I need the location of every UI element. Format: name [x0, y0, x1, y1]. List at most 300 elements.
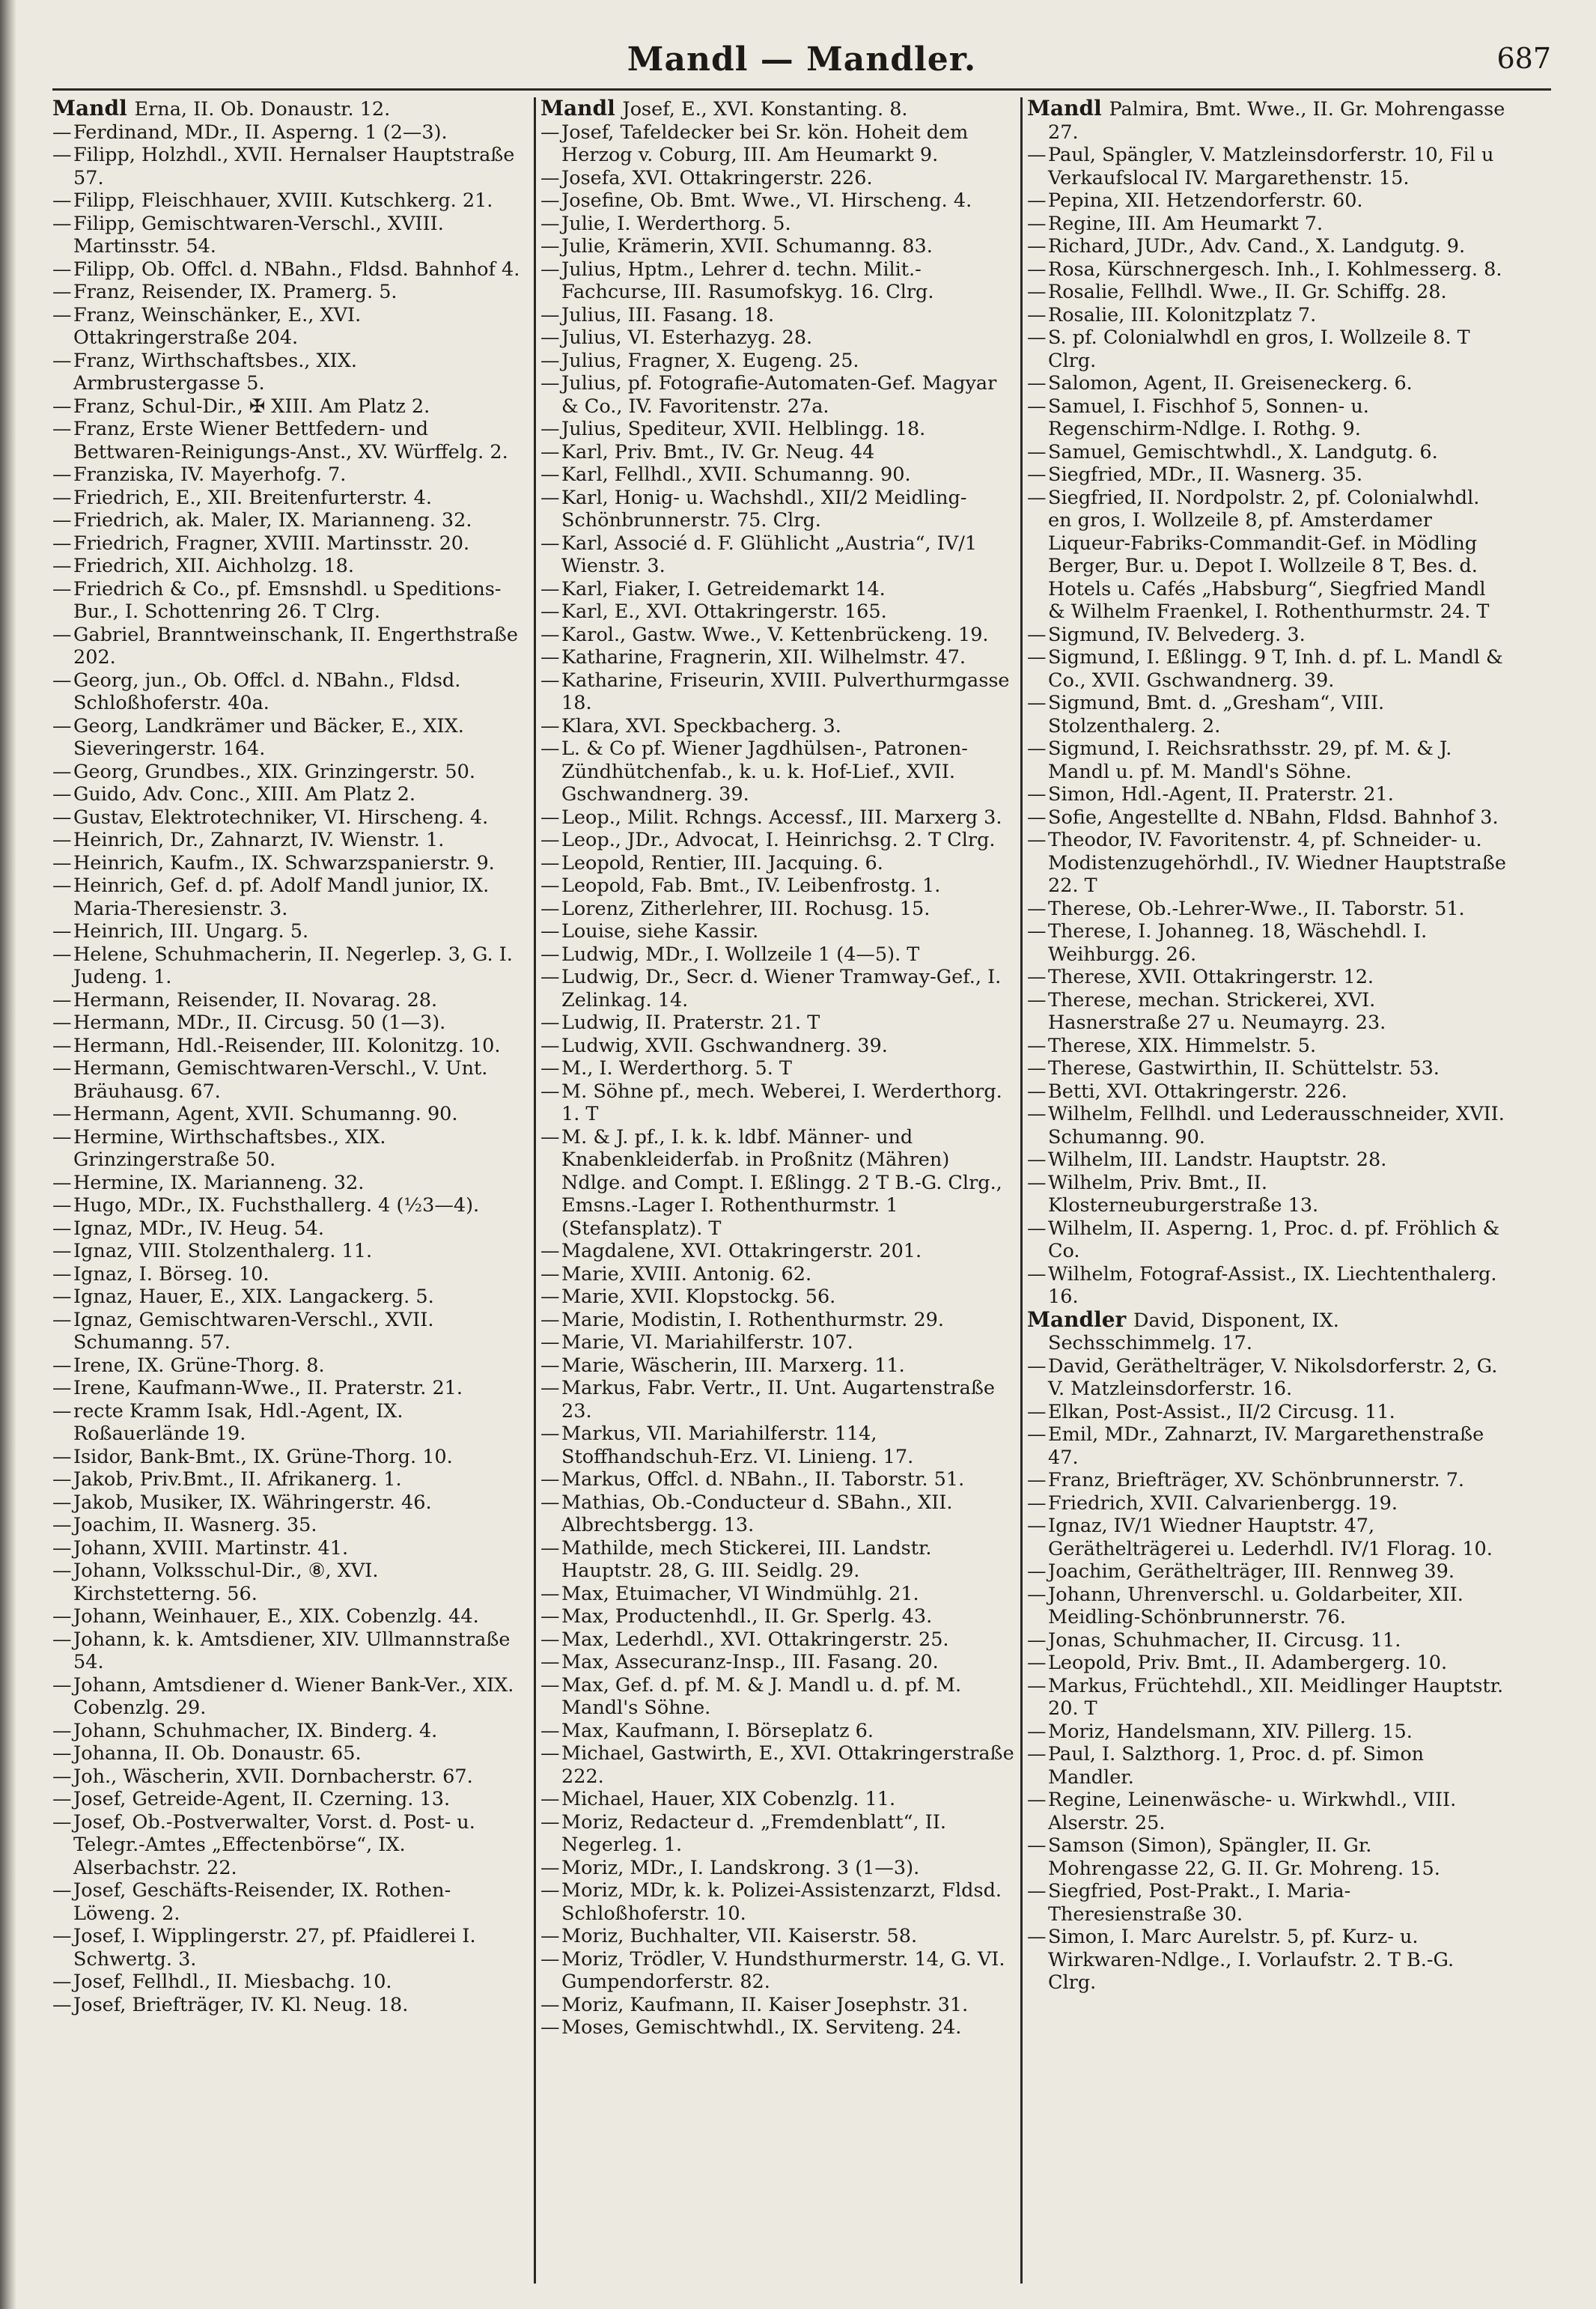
entry-dash: —	[540, 966, 560, 988]
entry-text: Samuel, I. Fischhof 5, Sonnen- u. Regenschirm-Ndlge. I. Rothg. 9.	[1048, 395, 1369, 440]
directory-entry	[540, 874, 1017, 898]
directory-entry	[1027, 1401, 1506, 1424]
directory-entry	[540, 441, 1017, 464]
entry-dash: —	[1027, 1057, 1047, 1080]
directory-entry	[52, 1605, 530, 1628]
entry-text: Johann, Uhrenverschl. u. Goldarbeiter, XII. Meidling-Schönbrunnerstr. 76.	[1048, 1583, 1463, 1628]
directory-entry	[52, 624, 530, 669]
directory-entry	[540, 1857, 1017, 1880]
entry-dash: —	[540, 1491, 560, 1514]
entry-dash: —	[1027, 1743, 1047, 1765]
entry-text: Guido, Adv. Conc., XIII. Am Platz 2.	[73, 783, 415, 806]
entry-dash: —	[540, 1262, 560, 1286]
directory-entry	[52, 1263, 530, 1286]
directory-entry	[540, 304, 1017, 327]
entry-dash: —	[52, 1308, 72, 1331]
directory-entry	[52, 1994, 530, 2017]
entry-dash: —	[540, 1468, 560, 1491]
directory-entry	[1027, 898, 1506, 921]
entry-text: Theodor, IV. Favoritenstr. 4, pf. Schneider- u. Modistenzugehörhdl., IV. Wiedner Hauptstraße 22. T	[1048, 829, 1506, 897]
entry-text: Simon, Hdl.-Agent, II. Praterstr. 21.	[1048, 783, 1394, 806]
directory-entry	[52, 1879, 530, 1925]
directory-entry	[540, 1788, 1017, 1811]
entry-dash: —	[52, 1788, 72, 1810]
directory-entry	[1027, 920, 1506, 966]
entry-text: Ignaz, VIII. Stolzenthalerg. 11.	[73, 1240, 373, 1262]
directory-entry	[540, 532, 1017, 578]
entry-dash: —	[52, 577, 72, 600]
directory-entry	[540, 1035, 1017, 1058]
entry-text: Karl, Honig- u. Wachshdl., XII/2 Meidling-Schönbrunnerstr. 75. Clrg.	[561, 486, 967, 532]
directory-entry	[52, 1788, 530, 1811]
entry-dash: —	[52, 1125, 72, 1149]
entry-text: Josefine, Ob. Bmt. Wwe., VI. Hirscheng. 4.	[561, 189, 972, 212]
entry-text: Julie, Krämerin, XVII. Schumanng. 83.	[561, 235, 933, 258]
directory-entry	[1027, 1721, 1506, 1744]
entry-dash: —	[52, 1742, 72, 1765]
directory-entry	[52, 806, 530, 830]
entry-text: Sigmund, Bmt. d. „Gresham“, VIII. Stolzenthalerg. 2.	[1048, 692, 1385, 737]
entry-text: Max, Kaufmann, I. Börseplatz 6.	[561, 1719, 874, 1742]
directory-entry	[540, 1811, 1017, 1857]
entry-dash: —	[540, 440, 560, 463]
entry-dash: —	[540, 1240, 560, 1262]
entry-dash: —	[52, 1286, 72, 1308]
entry-text: Julius, Hptm., Lehrer d. techn. Milit.-Fachcurse, III. Rasumofskyg. 16. Clrg.	[561, 258, 934, 303]
entry-dash: —	[1027, 1400, 1047, 1423]
entry-text: Friedrich, ak. Maler, IX. Marianneng. 32.	[73, 509, 472, 532]
directory-entry	[1027, 1057, 1506, 1080]
directory-entry	[52, 1720, 530, 1743]
entry-dash: —	[540, 1879, 560, 1902]
entry-dash: —	[1027, 1103, 1047, 1125]
entry-dash: —	[540, 1947, 560, 1971]
entry-text: Sigmund, IV. Belvederg. 3.	[1048, 623, 1306, 646]
directory-entry	[540, 966, 1017, 1011]
entry-text: Markus, Fabr. Vertr., II. Unt. Augartenstraße 23.	[561, 1377, 995, 1423]
entry-dash: —	[52, 1445, 72, 1468]
entry-dash: —	[540, 874, 560, 897]
entry-surname: Mandl	[52, 97, 135, 121]
entry-text: Max, Productenhdl., II. Gr. Sperlg. 43.	[561, 1605, 933, 1628]
entry-text: Friedrich, Fragner, XVIII. Martinsstr. 20.	[73, 532, 470, 555]
directory-entry	[540, 1354, 1017, 1378]
entry-dash: —	[52, 1194, 72, 1217]
entry-dash: —	[1027, 806, 1047, 829]
entry-dash: —	[52, 1011, 72, 1034]
entry-text: Michael, Gastwirth, E., XVI. Ottakringerstraße 222.	[561, 1742, 1014, 1788]
entry-text: Josef, Getreide-Agent, II. Czerning. 13.	[73, 1788, 451, 1810]
entry-text: Marie, XVII. Klopstockg. 56.	[561, 1286, 836, 1308]
directory-entry	[52, 144, 530, 189]
directory-entry	[52, 1400, 530, 1446]
directory-entry	[52, 989, 530, 1012]
entry-text: Heinrich, III. Ungarg. 5.	[73, 920, 309, 943]
directory-entry	[1027, 97, 1506, 144]
directory-entry	[52, 1765, 530, 1789]
directory-entry	[52, 1011, 530, 1035]
entry-text: Therese, XVII. Ottakringerstr. 12.	[1048, 966, 1374, 988]
entry-text: Hermine, Wirthschaftsbes., XIX. Grinzingerstraße 50.	[73, 1125, 386, 1171]
directory-entry	[52, 532, 530, 556]
entry-dash: —	[540, 166, 560, 189]
directory-entry	[52, 1537, 530, 1560]
entry-text: Paul, I. Salzthorg. 1, Proc. d. pf. Simon Mandler.	[1048, 1743, 1425, 1789]
entry-dash: —	[1027, 1789, 1047, 1811]
entry-text: Julie, I. Werderthorg. 5.	[561, 212, 791, 235]
entry-text: Markus, Früchtehdl., XII. Meidlinger Hauptstr. 20. T	[1048, 1674, 1504, 1720]
directory-entry	[540, 578, 1017, 601]
entry-text: Friedrich, XVII. Calvarienbergg. 19.	[1048, 1491, 1398, 1515]
entry-dash: —	[540, 920, 560, 943]
column-left	[52, 97, 530, 2284]
entry-text: Sofie, Angestellte d. NBahn, Fldsd. Bahnhof 3.	[1048, 806, 1499, 829]
entry-dash: —	[1027, 1583, 1047, 1606]
entry-text: Josef, Geschäfts-Reisender, IX. Rothen-Löweng. 2.	[73, 1879, 451, 1925]
entry-dash: —	[540, 121, 560, 144]
directory-entry	[52, 1057, 530, 1103]
directory-entry	[52, 121, 530, 144]
entry-text: Siegfried, II. Nordpolstr. 2, pf. Colonialwhdl. en gros, I. Wollzeile 8, pf. Amsterdamer Liqueur-Fabriks-Commandit-Gef. in Mödling Berger, Bur. u. Depot I. Wollzeile 8 T, Bes. d. Hotels u. Cafés „Habsburg“, Siegfried Mandl & Wilhelm Fraenkel, I. Rothenthurmstr. 24. T	[1048, 486, 1490, 623]
entry-text: Friedrich, XII. Aichholzg. 18.	[73, 555, 354, 577]
entry-dash: —	[52, 1925, 72, 1947]
directory-entry	[540, 646, 1017, 669]
entry-text: Simon, I. Marc Aurelstr. 5, pf. Kurz- u. Wirkwaren-Ndlge., I. Vorlaufstr. 2. T B.-G. Clrg.	[1048, 1926, 1455, 1994]
entry-dash: —	[52, 623, 72, 646]
entry-text: S. pf. Colonialwhdl en gros, I. Wollzeile 8. T Clrg.	[1048, 326, 1470, 372]
directory-entry	[52, 1172, 530, 1195]
directory-entry	[540, 898, 1017, 921]
directory-entry	[52, 1628, 530, 1674]
directory-entry	[1027, 1652, 1506, 1675]
entry-text: Therese, Gastwirthin, II. Schüttelstr. 53.	[1048, 1057, 1440, 1080]
entry-text: Max, Lederhdl., XVI. Ottakringerstr. 25.	[561, 1628, 949, 1651]
directory-entry	[1027, 1306, 1506, 1355]
entry-dash: —	[1027, 1720, 1047, 1743]
entry-text: Elkan, Post-Assist., II/2 Circusg. 11.	[1048, 1400, 1395, 1423]
entry-text: Therese, Ob.-Lehrer-Wwe., II. Taborstr. 51.	[1048, 897, 1465, 920]
directory-entry	[52, 761, 530, 784]
entry-text: Wilhelm, II. Asperng. 1, Proc. d. pf. Fröhlich & Co.	[1048, 1217, 1500, 1262]
entry-text: Jakob, Priv.Bmt., II. Afrikanerg. 1.	[73, 1468, 402, 1491]
directory-entry	[540, 1309, 1017, 1332]
directory-entry	[52, 1377, 530, 1400]
entry-text: Ludwig, XVII. Gschwandnerg. 39.	[561, 1034, 888, 1057]
entry-text: Max, Etuimacher, VI Windmühlg. 21.	[561, 1582, 919, 1605]
entry-text: Erna, II. Ob. Donaustr. 12.	[134, 98, 391, 121]
entry-text: Wilhelm, Fellhdl. und Lederausschneider, XVII. Schumanng. 90.	[1048, 1103, 1505, 1149]
entry-dash: —	[1027, 1149, 1047, 1171]
entry-dash: —	[540, 1993, 560, 2016]
entry-text: Mathias, Ob.-Conducteur d. SBahn., XII. Albrechtsbergg. 13.	[561, 1491, 953, 1536]
entry-text: Pepina, XII. Hetzendorferstr. 60.	[1048, 189, 1363, 212]
entry-text: Max, Gef. d. pf. M. & J. Mandl u. d. pf. M. Mandl's Söhne.	[561, 1673, 962, 1719]
directory-entry	[52, 1240, 530, 1263]
entry-text: Ignaz, Gemischtwaren-Verschl., XVII. Schumanng. 57.	[73, 1308, 434, 1354]
directory-entry	[52, 578, 530, 624]
directory-entry	[52, 213, 530, 258]
directory-entry	[52, 715, 530, 761]
entry-dash: —	[540, 1308, 560, 1331]
directory-entry	[540, 1491, 1017, 1537]
directory-entry	[540, 806, 1017, 830]
entry-dash: —	[52, 1673, 72, 1697]
directory-entry	[540, 418, 1017, 441]
entry-dash: —	[540, 1742, 560, 1765]
directory-entry	[52, 1194, 530, 1217]
entry-dash: —	[52, 121, 72, 144]
entry-dash: —	[540, 1423, 560, 1445]
directory-entry	[52, 395, 530, 419]
directory-entry	[1027, 1834, 1506, 1880]
directory-entry	[1027, 1629, 1506, 1652]
entry-text: Josef, I. Wipplingerstr. 27, pf. Pfaidlerei I. Schwertg. 3.	[73, 1925, 476, 1971]
directory-entry	[1027, 806, 1506, 830]
entry-dash: —	[1027, 737, 1047, 760]
directory-entry	[540, 1468, 1017, 1491]
entry-text: Ludwig, II. Praterstr. 21. T	[561, 1011, 820, 1034]
entry-text: Johann, Schuhmacher, IX. Binderg. 4.	[73, 1719, 438, 1742]
directory-entry	[1027, 966, 1506, 989]
entry-text: Franz, Weinschänker, E., XVI. Ottakringerstraße 204.	[73, 303, 362, 349]
directory-entry	[540, 463, 1017, 487]
entry-dash: —	[540, 1651, 560, 1673]
entry-dash: —	[52, 418, 72, 440]
directory-entry	[540, 920, 1017, 943]
directory-entry	[1027, 304, 1506, 327]
entry-dash: —	[52, 212, 72, 235]
entry-dash: —	[1027, 1652, 1047, 1674]
entry-dash: —	[1027, 966, 1047, 988]
directory-entry	[540, 372, 1017, 418]
directory-entry	[540, 1583, 1017, 1606]
entry-dash: —	[1027, 1560, 1047, 1583]
entry-dash: —	[1027, 1262, 1047, 1286]
directory-entry	[52, 487, 530, 510]
entry-dash: —	[1027, 235, 1047, 258]
entry-text: Heinrich, Kaufm., IX. Schwarzspanierstr. 9.	[73, 851, 495, 874]
entry-dash: —	[52, 303, 72, 326]
entry-dash: —	[1027, 988, 1047, 1011]
entry-text: Georg, Landkrämer und Bäcker, E., XIX. Sieveringerstr. 164.	[73, 714, 464, 760]
directory-entry	[540, 1879, 1017, 1925]
column-divider	[534, 97, 536, 2284]
directory-entry	[540, 2016, 1017, 2039]
entry-text: Isidor, Bank-Bmt., IX. Grüne-Thorg. 10.	[73, 1445, 453, 1468]
entry-text: Leop., Milit. Rchngs. Accessf., III. Marxerg 3.	[561, 806, 1002, 829]
entry-text: Franz, Briefträger, XV. Schönbrunnerstr. 7.	[1048, 1469, 1465, 1491]
entry-text: Josef, Briefträger, IV. Kl. Neug. 18.	[73, 1993, 409, 2016]
entry-text: Johann, Amtsdiener d. Wiener Bank-Ver., XIX. Cobenzlg. 29.	[73, 1673, 514, 1719]
entry-text: Josefa, XVI. Ottakringerstr. 226.	[561, 166, 873, 189]
directory-entry	[52, 1742, 530, 1765]
directory-entry	[1027, 144, 1506, 189]
column-divider	[1020, 97, 1023, 2284]
column-right	[1027, 97, 1506, 2284]
directory-entry	[52, 304, 530, 350]
entry-dash: —	[1027, 1834, 1047, 1857]
entry-dash: —	[1027, 1674, 1047, 1697]
entry-text: Sigmund, I. Reichsrathsstr. 29, pf. M. & J. Mandl u. pf. M. Mandl's Söhne.	[1048, 737, 1452, 783]
entry-text: Ignaz, I. Börseg. 10.	[73, 1262, 269, 1286]
directory-entry	[540, 829, 1017, 852]
directory-entry	[52, 97, 530, 121]
directory-entry	[540, 1628, 1017, 1652]
entry-text: Karl, E., XVI. Ottakringerstr. 165.	[561, 600, 887, 623]
entry-text: Palmira, Bmt. Wwe., II. Gr. Mohrengasse 27.	[1048, 98, 1505, 144]
entry-text: Ludwig, Dr., Secr. d. Wiener Tramway-Gef., I. Zelinkag. 14.	[561, 966, 1002, 1011]
directory-entry	[540, 1720, 1017, 1743]
entry-text: Rosalie, Fellhdl. Wwe., II. Gr. Schiffg. 28.	[1048, 281, 1447, 303]
entry-text: Friedrich, E., XII. Breitenfurterstr. 4.	[73, 486, 432, 509]
entry-dash: —	[52, 1536, 72, 1560]
entry-text: Franz, Erste Wiener Bettfedern- und Bettwaren-Reinigungs-Anst., XV. Würffelg. 2.	[73, 418, 508, 463]
entry-dash: —	[1027, 303, 1047, 326]
entry-dash: —	[52, 806, 72, 829]
directory-entry	[540, 1057, 1017, 1080]
entry-text: Friedrich & Co., pf. Emsnshdl. u Speditions-Bur., I. Schottenring 26. T Clrg.	[73, 577, 502, 623]
directory-entry	[1027, 1080, 1506, 1104]
entry-dash: —	[52, 1468, 72, 1491]
entry-text: Franz, Wirthschaftsbes., XIX. Armbrustergasse 5.	[73, 349, 358, 395]
directory-entry	[52, 555, 530, 578]
entry-dash: —	[1027, 326, 1047, 349]
entry-text: Hermann, Agent, XVII. Schumanng. 90.	[73, 1103, 458, 1125]
entry-text: Karl, Fellhdl., XVII. Schumanng. 90.	[561, 463, 911, 486]
entry-dash: —	[540, 235, 560, 258]
entry-text: Moriz, Trödler, V. Hundsthurmerstr. 14, G. VI. Gumpendorferstr. 82.	[561, 1947, 1005, 1993]
entry-dash: —	[52, 1262, 72, 1286]
entry-text: Irene, Kaufmann-Wwe., II. Praterstr. 21.	[73, 1377, 463, 1399]
directory-entry	[52, 418, 530, 463]
directory-entry	[52, 1925, 530, 1971]
directory-entry	[540, 1674, 1017, 1720]
entry-text: Leopold, Fab. Bmt., IV. Leibenfrostg. 1.	[561, 874, 941, 897]
entry-dash: —	[52, 829, 72, 851]
entry-dash: —	[1027, 897, 1047, 920]
entry-dash: —	[540, 372, 560, 395]
entry-dash: —	[540, 1011, 560, 1034]
directory-entry	[540, 213, 1017, 236]
entry-text: Franziska, IV. Mayerhofg. 7.	[73, 463, 347, 486]
entry-dash: —	[52, 395, 72, 418]
directory-entry	[1027, 258, 1506, 282]
entry-text: Regine, III. Am Heumarkt 7.	[1048, 212, 1324, 235]
directory-entry	[1027, 1743, 1506, 1789]
entry-text: Markus, Offcl. d. NBahn., II. Taborstr. 51.	[561, 1468, 965, 1491]
entry-dash: —	[1027, 1515, 1047, 1537]
directory-entry	[1027, 1263, 1506, 1309]
entry-dash: —	[52, 1491, 72, 1514]
directory-entry	[540, 1651, 1017, 1674]
entry-dash: —	[52, 1354, 72, 1377]
entry-text: Michael, Hauer, XIX Cobenzlg. 11.	[561, 1788, 896, 1810]
entry-text: Joachim, II. Wasnerg. 35.	[73, 1514, 317, 1536]
entry-text: Josef, Ob.-Postverwalter, Vorst. d. Post- u. Telegr.-Amtes „Effectenbörse“, IX. Alserbachstr. 22.	[73, 1810, 475, 1879]
entry-text: Johann, Weinhauer, E., XIX. Cobenzlg. 44.	[73, 1605, 479, 1628]
directory-entry	[540, 1423, 1017, 1468]
directory-entry	[52, 1971, 530, 1994]
directory-entry	[1027, 1880, 1506, 1926]
directory-entry	[52, 1560, 530, 1605]
entry-dash: —	[1027, 1491, 1047, 1515]
directory-entry	[540, 1286, 1017, 1309]
entry-dash: —	[540, 646, 560, 669]
directory-entry	[540, 97, 1017, 121]
directory-entry	[540, 167, 1017, 190]
directory-entry	[52, 463, 530, 487]
entry-dash: —	[52, 144, 72, 166]
entry-dash: —	[1027, 1217, 1047, 1240]
entry-text: David, Disponent, IX. Sechsschimmelg. 17.	[1048, 1309, 1339, 1354]
directory-entry	[540, 350, 1017, 373]
directory-entry	[1027, 1560, 1506, 1584]
entry-dash: —	[540, 1331, 560, 1354]
entry-dash: —	[52, 669, 72, 692]
entry-text: Karl, Fiaker, I. Getreidemarkt 14.	[561, 577, 886, 600]
entry-dash: —	[52, 1399, 72, 1423]
entry-dash: —	[540, 326, 560, 349]
directory-entry	[52, 920, 530, 943]
directory-entry	[52, 281, 530, 304]
binding-shadow	[0, 0, 16, 2309]
entry-text: Leopold, Rentier, III. Jacquing. 6.	[561, 851, 883, 874]
entry-dash: —	[52, 1560, 72, 1582]
entry-dash: —	[540, 737, 560, 760]
directory-entry	[540, 1742, 1017, 1788]
entry-text: Julius, Spediteur, XVII. Helblingg. 18.	[561, 418, 926, 440]
directory-entry	[1027, 281, 1506, 304]
directory-entry	[1027, 372, 1506, 395]
entry-dash: —	[540, 1628, 560, 1651]
entry-text: Hermann, Hdl.-Reisender, III. Kolonitzg. 10.	[73, 1034, 501, 1057]
entry-text: Josef, Tafeldecker bei Sr. kön. Hoheit dem Herzog v. Coburg, III. Am Heumarkt 9.	[561, 121, 969, 166]
directory-entry	[52, 1514, 530, 1537]
entry-surname: Mandl	[1027, 97, 1109, 121]
entry-dash: —	[540, 1057, 560, 1080]
entry-text: M. Söhne pf., mech. Weberei, I. Werderthorg. 1. T	[561, 1080, 1002, 1125]
directory-entry	[1027, 463, 1506, 487]
directory-entry	[1027, 692, 1506, 737]
entry-text: Franz, Reisender, IX. Pramerg. 5.	[73, 281, 398, 303]
entry-dash: —	[1027, 1880, 1047, 1902]
entry-text: L. & Co pf. Wiener Jagdhülsen-, Patronen-Zündhütchenfab., k. u. k. Hof-Lief., XVII. Gschwandnerg. 39.	[561, 737, 968, 806]
entry-dash: —	[540, 1605, 560, 1628]
directory-entry	[540, 1994, 1017, 2017]
directory-entry	[540, 258, 1017, 304]
entry-text: Ignaz, IV/1 Wiedner Hauptstr. 47, Geräthelträgerei u. Lederhdl. IV/1 Florag. 10.	[1048, 1515, 1493, 1560]
directory-entry	[52, 258, 530, 282]
directory-entry	[52, 189, 530, 213]
entry-text: Samson (Simon), Spängler, II. Gr. Mohrengasse 22, G. II. Gr. Mohreng. 15.	[1048, 1834, 1440, 1880]
header-rule	[52, 88, 1551, 91]
directory-entry	[1027, 326, 1506, 372]
entry-text: Moriz, MDr., I. Landskrong. 3 (1—3).	[561, 1856, 920, 1879]
entry-dash: —	[540, 189, 560, 212]
entry-dash: —	[52, 463, 72, 486]
entry-text: Georg, jun., Ob. Offcl. d. NBahn., Fldsd. Schloßhoferstr. 40a.	[73, 669, 461, 714]
entry-text: M., I. Werderthorg. 5. T	[561, 1057, 792, 1080]
page-header	[52, 36, 1551, 84]
directory-entry	[1027, 1172, 1506, 1217]
entry-text: Marie, VI. Mariahilferstr. 107.	[561, 1331, 853, 1354]
entry-dash: —	[52, 189, 72, 212]
entry-dash: —	[52, 1810, 72, 1834]
entry-text: Moses, Gemischtwhdl., IX. Serviteng. 24.	[561, 2016, 962, 2039]
entry-text: Hermann, Gemischtwaren-Verschl., V. Unt. Bräuhausg. 67.	[73, 1057, 488, 1103]
entry-dash: —	[52, 1034, 72, 1057]
entry-text: Siegfried, MDr., II. Wasnerg. 35.	[1048, 463, 1363, 486]
